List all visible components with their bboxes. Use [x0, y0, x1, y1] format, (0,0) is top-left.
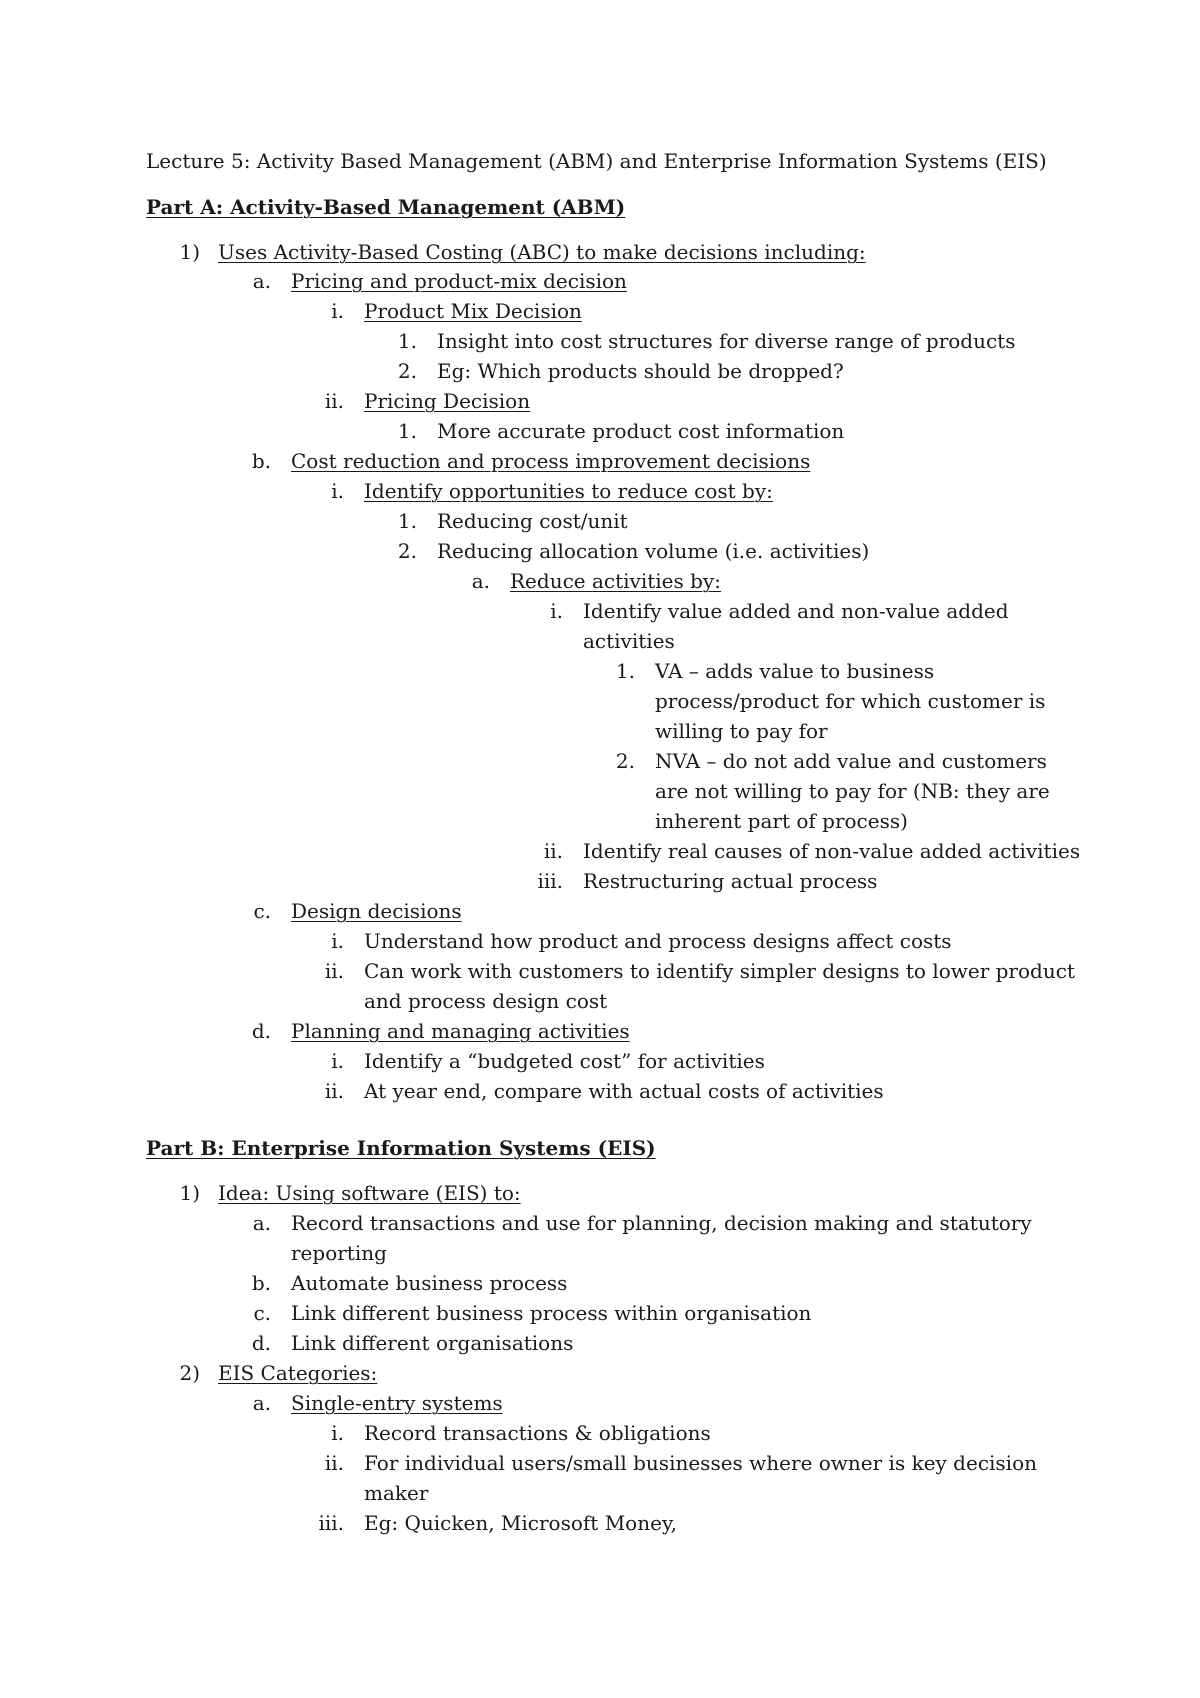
list-item-text: Identify value added and non-value added — [583, 599, 1009, 623]
list-marker: 2. — [397, 359, 417, 383]
document-page: Lecture 5: Activity Based Management (ABM) and Enterprise Information Systems (EIS) Part A: Activity-Based Management (ABM) 1) Uses Activity-Based Costing (ABC) to make decisions including: a. Pricing and product-mix decision i. Product Mix Decision 1. Insight into cost structures for diverse range of products 2. Eg: Which products should be dropped? ii. Pricing Decision 1. More accurate product cost information b. Cost reduction and process improvement decisions i. Identify opportunities to reduce cost by: 1. Reducing cost/unit 2. Reducing allocation volume (i.e. activities) a. Reduce activities by: i. Identify value added and non-value added activities 1. VA – adds value to business process/product for which customer is willing to pay for 2. NVA – do not add value and customers are not willing to pay for (NB: they are inherent part of process) ii. Identify real causes of non-value added activities iii. Restructuring actual process c. Design decisions i. Understand how product and process designs affect costs ii. Can work with customers to identify simpler designs to lower product and process design cost d. Planning and managing activities i. Identify a “budgeted cost” for activities ii. At year end, compare with actual costs of activities Part B: Enterprise Information Systems (EIS) 1) Idea: Using software (EIS) to: a. Record transactions and use for planning, decision making and statutory reporting b. Automate business process c. Link different business process within organisation d. Link different organisations 2) EIS Categories: a. Single-entry systems i. Record transactions & obligations ii. For individual users/small businesses where owner is key decision maker iii. Eg: Quicken, Microsoft Money, — [0, 0, 1200, 1698]
list-marker: ii. — [324, 959, 344, 983]
list-item-text: Identify opportunities to reduce cost by: — [364, 479, 773, 503]
list-item-text: Link different business process within organisation — [291, 1301, 812, 1325]
list-item-text: willing to pay for — [655, 719, 828, 743]
list-item-text: Pricing and product-mix decision — [291, 269, 627, 293]
list-item-text: Reduce activities by: — [510, 569, 721, 593]
list-item-text: Automate business process — [291, 1271, 568, 1295]
list-item-text: activities — [583, 629, 675, 653]
list-marker: 2) — [179, 1361, 200, 1385]
list-marker: 1) — [179, 1181, 200, 1205]
list-item-text: maker — [364, 1481, 429, 1505]
list-item-text: Idea: Using software (EIS) to: — [218, 1181, 521, 1205]
list-marker: ii. — [324, 389, 344, 413]
list-item-text: Cost reduction and process improvement decisions — [291, 449, 811, 473]
list-item-text: Design decisions — [291, 899, 462, 923]
list-item-text: NVA – do not add value and customers — [655, 749, 1047, 773]
list-marker: i. — [550, 599, 563, 623]
list-marker: a. — [252, 1211, 271, 1235]
list-item-text: Reducing cost/unit — [437, 509, 628, 533]
list-item-text: Record transactions and use for planning, decision making and statutory — [291, 1211, 1032, 1235]
list-item-text: For individual users/small businesses where owner is key decision — [364, 1451, 1037, 1475]
list-marker: d. — [251, 1331, 271, 1355]
list-marker: 1) — [179, 240, 200, 264]
list-item-text: are not willing to pay for (NB: they are — [655, 779, 1050, 803]
list-item-text: Reducing allocation volume (i.e. activities) — [437, 539, 870, 563]
list-marker: 1. — [397, 419, 417, 443]
list-marker: b. — [251, 449, 271, 473]
list-item-text: Uses Activity-Based Costing (ABC) to make decisions including: — [218, 240, 866, 264]
list-marker: d. — [251, 1019, 271, 1043]
list-item-text: Single-entry systems — [291, 1391, 503, 1415]
list-marker: ii. — [324, 1451, 344, 1475]
list-item-text: Can work with customers to identify simpler designs to lower product — [364, 959, 1075, 983]
list-item-text: inherent part of process) — [655, 809, 908, 833]
list-marker: i. — [331, 1421, 344, 1445]
list-item-text: and process design cost — [364, 989, 608, 1013]
list-item-text: Record transactions & obligations — [364, 1421, 711, 1445]
list-marker: 1. — [397, 509, 417, 533]
list-marker: i. — [331, 1049, 344, 1073]
list-marker: iii. — [537, 869, 563, 893]
list-item-text: Link different organisations — [291, 1331, 574, 1355]
list-item-text: Eg: Which products should be dropped? — [437, 359, 844, 383]
list-item-text: Eg: Quicken, Microsoft Money, — [364, 1511, 677, 1535]
list-item-text: More accurate product cost information — [437, 419, 845, 443]
list-marker: 1. — [397, 329, 417, 353]
list-item-text: Planning and managing activities — [291, 1019, 630, 1043]
list-item-text: At year end, compare with actual costs of activities — [364, 1079, 884, 1103]
list-marker: i. — [331, 479, 344, 503]
list-marker: ii. — [543, 839, 563, 863]
list-item-text: Restructuring actual process — [583, 869, 878, 893]
list-marker: 2. — [615, 749, 635, 773]
list-item-text: Understand how product and process designs affect costs — [364, 929, 952, 953]
list-marker: c. — [253, 899, 271, 923]
list-item-text: Identify real causes of non-value added activities — [583, 839, 1081, 863]
list-item-text: Identify a “budgeted cost” for activities — [364, 1049, 765, 1073]
list-marker: i. — [331, 299, 344, 323]
list-item-text: VA – adds value to business — [655, 659, 935, 683]
list-item-text: EIS Categories: — [218, 1361, 378, 1385]
list-marker: a. — [252, 269, 271, 293]
list-item-text: Pricing Decision — [364, 389, 531, 413]
list-marker: b. — [251, 1271, 271, 1295]
list-marker: ii. — [324, 1079, 344, 1103]
list-item-text: reporting — [291, 1241, 387, 1265]
list-item-text: Insight into cost structures for diverse range of products — [437, 329, 1016, 353]
list-marker: 1. — [615, 659, 635, 683]
list-item-text: process/product for which customer is — [655, 689, 1046, 713]
list-item-text: Product Mix Decision — [364, 299, 582, 323]
list-marker: c. — [253, 1301, 271, 1325]
list-marker: i. — [331, 929, 344, 953]
list-marker: iii. — [318, 1511, 344, 1535]
list-marker: a. — [252, 1391, 271, 1415]
list-marker: 2. — [397, 539, 417, 563]
list-marker: a. — [471, 569, 490, 593]
